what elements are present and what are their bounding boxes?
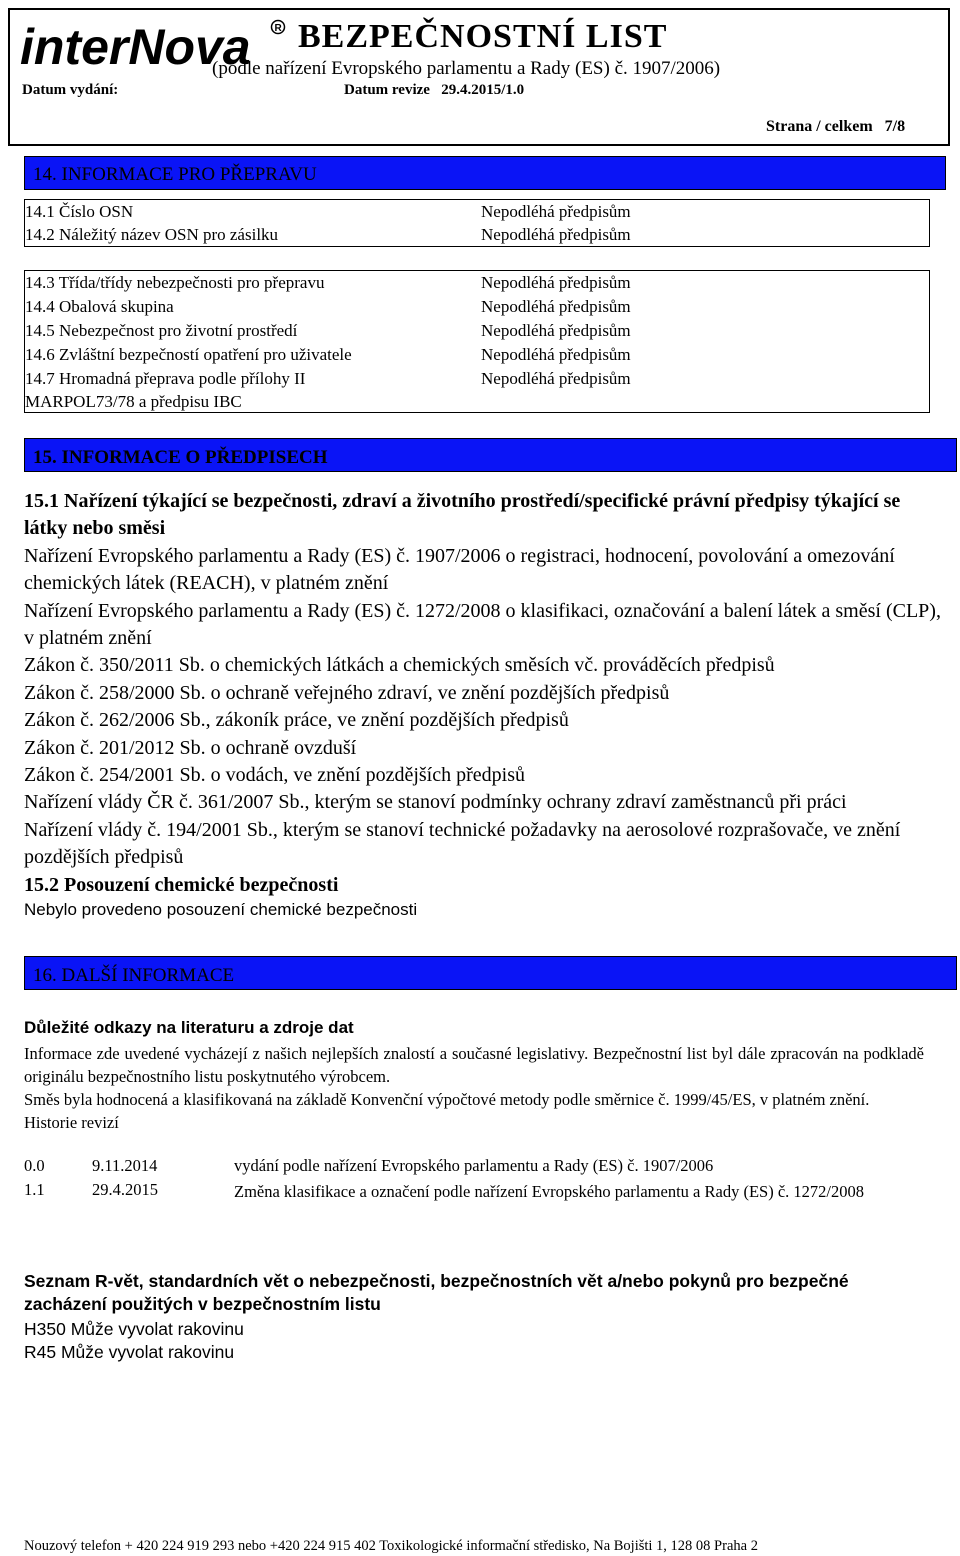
document-subtitle: (podle nařízení Evropského parlamentu a Rady (ES) č. 1907/2006) xyxy=(212,58,721,79)
page-number-value: 7/8 xyxy=(884,118,906,135)
revision-date: 29.4.2015 xyxy=(92,1180,158,1199)
classification-paragraph: Směs byla hodnocená a klasifikovaná na základě Konvenční výpočtové metody podle směrnice č. 1999/45/ES, v platném znění. xyxy=(24,1090,870,1109)
regulation-item: Nařízení Evropského parlamentu a Rady (ES) č. 1907/2006 o registraci, hodnocení, povolování a omezování chemických látek (REACH), v platném znění xyxy=(24,544,895,595)
revision-history-title: Historie revizí xyxy=(24,1113,119,1132)
regulation-item: Nařízení Evropského parlamentu a Rady (ES) č. 1272/2008 o klasifikaci, označování a balení látek a směsí (CLP), v platném znění xyxy=(24,599,941,650)
revision-version: 1.1 xyxy=(24,1180,45,1199)
row-label: 14.6 Zvláštní bezpečností opatření pro uživatele xyxy=(25,345,352,364)
references-title: Důležité odkazy na literaturu a zdroje dat xyxy=(24,1018,354,1037)
issue-date-label: Datum vydání: xyxy=(22,82,119,98)
row-value: Nepodléhá předpisům xyxy=(481,345,631,364)
phrase-item: H350 Může vyvolat rakovinu xyxy=(24,1319,244,1339)
row-label: 14.1 Číslo OSN xyxy=(25,202,134,221)
row-value: Nepodléhá předpisům xyxy=(481,273,631,292)
references-paragraph: Informace zde uvedené vycházejí z našich nejlepších znalostí a současné legislativy. Bezpečnostní list byl dále zpracován na podkladě originálu bezpečnostního listu poskytnutého výrobcem. xyxy=(24,1044,924,1086)
row-value: Nepodléhá předpisům xyxy=(481,225,631,244)
revision-version: 0.0 xyxy=(24,1156,45,1175)
regulation-item: Nařízení vlády ČR č. 361/2007 Sb., kterým se stanoví podmínky ochrany zdraví zaměstnanců při práci xyxy=(24,791,847,814)
page-number-label: Strana / celkem xyxy=(766,118,873,135)
subsection-15-2-text: Nebylo provedeno posouzení chemické bezpečnosti xyxy=(24,900,418,920)
regulation-item: Zákon č. 201/2012 Sb. o ochraně ovzduší xyxy=(24,736,357,759)
row-label: 14.3 Třída/třídy nebezpečnosti pro přepravu xyxy=(25,273,325,292)
revision-text: Změna klasifikace a označení podle nařízení Evropského parlamentu a Rady (ES) č. 1272/2008 xyxy=(234,1182,864,1201)
regulation-item: Zákon č. 258/2000 Sb. o ochraně veřejného zdraví, ve znění pozdějších předpisů xyxy=(24,681,670,704)
row-label: 14.4 Obalová skupina xyxy=(25,297,174,316)
row-label: 14.2 Náležitý název OSN pro zásilku xyxy=(25,225,279,244)
phrases-title: Seznam R-vět, standardních vět o nebezpečnosti, bezpečnostních vět a/nebo pokynů pro bezpečné zacházení použitých v bezpečnostním listu xyxy=(24,1271,849,1314)
section-16-heading: 16. DALŠÍ INFORMACE xyxy=(24,956,957,990)
subsection-15-1-title: 15.1 Nařízení týkající se bezpečnosti, zdraví a životního prostředí/specifické právní předpisy týkající se látky nebo směsi xyxy=(24,490,901,540)
page-number xyxy=(766,118,905,136)
transport-table-1 xyxy=(24,199,930,247)
transport-table-2 xyxy=(24,270,930,413)
row-label-continuation: MARPOL73/78 a předpisu IBC xyxy=(25,392,242,411)
svg-text:R: R xyxy=(274,23,282,34)
section-15-heading: 15. INFORMACE O PŘEDPISECH xyxy=(24,438,957,472)
logo-text: interNova xyxy=(20,19,251,70)
row-value: Nepodléhá předpisům xyxy=(481,202,631,221)
regulation-item: Zákon č. 254/2001 Sb. o vodách, ve znění pozdějších předpisů xyxy=(24,764,525,787)
regulation-item: Zákon č. 350/2011 Sb. o chemických látkách a chemických směsích vč. prováděcích předpisů xyxy=(24,654,775,677)
revision-row xyxy=(24,1180,924,1228)
row-label: 14.5 Nebezpečnost pro životní prostředí xyxy=(25,321,298,340)
row-value: Nepodléhá předpisům xyxy=(481,321,631,340)
footer-emergency-contact: Nouzový telefon + 420 224 919 293 nebo +420 224 915 402 Toxikologické informační středisko, Na Bojišti 1, 128 08 Praha 2 xyxy=(24,1538,758,1554)
revision-row xyxy=(24,1156,924,1180)
revision-date-value: 29.4.2015/1.0 xyxy=(441,82,525,98)
regulation-item: Zákon č. 262/2006 Sb., zákoník práce, ve znění pozdějších předpisů xyxy=(24,709,569,732)
section-14-heading: 14. INFORMACE PRO PŘEPRAVU xyxy=(24,156,946,190)
subsection-15-2-title: 15.2 Posouzení chemické bezpečnosti xyxy=(24,873,339,896)
phrase-item: R45 Může vyvolat rakovinu xyxy=(24,1342,235,1362)
section-15-content xyxy=(24,488,944,921)
row-label: 14.7 Hromadná přeprava podle přílohy II xyxy=(25,369,306,388)
revision-date xyxy=(344,82,524,99)
document-title: BEZPEČNOSTNÍ LIST xyxy=(298,18,668,55)
references-text xyxy=(24,1042,924,1134)
phrases-list xyxy=(24,1318,924,1364)
regulation-item: Nařízení vlády č. 194/2001 Sb., kterým se stanoví technické požadavky na aerosolové rozprašovače, ve znění pozdějších předpisů xyxy=(24,818,901,869)
revision-text: vydání podle nařízení Evropského parlamentu a Rady (ES) č. 1907/2006 xyxy=(234,1156,714,1175)
revision-date-label: Datum revize xyxy=(344,82,430,98)
row-value: Nepodléhá předpisům xyxy=(481,297,631,316)
row-value: Nepodléhá předpisům xyxy=(481,369,631,388)
revision-date: 9.11.2014 xyxy=(92,1156,158,1175)
